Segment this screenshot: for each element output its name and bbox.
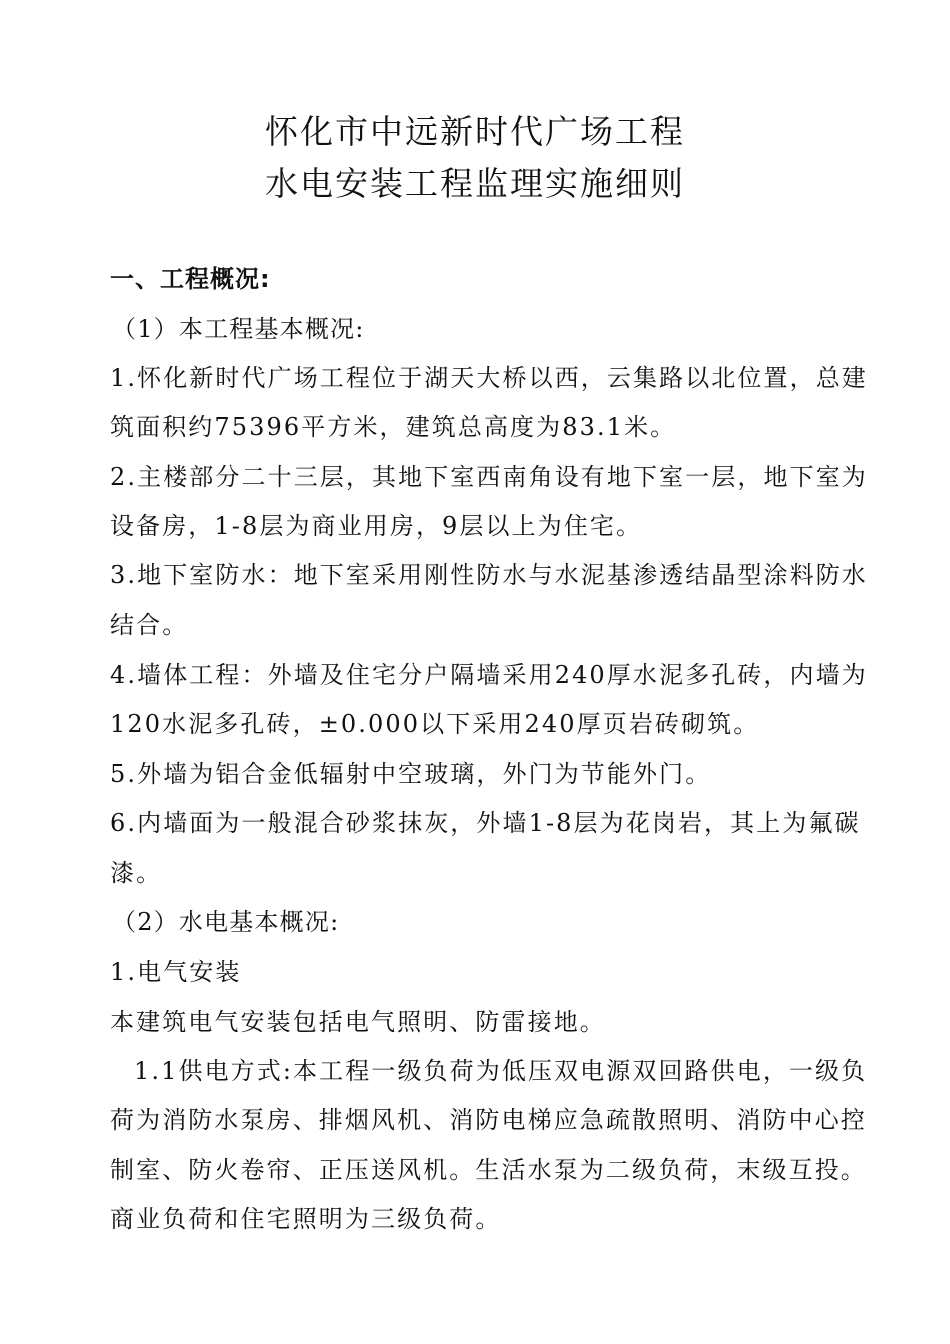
paragraph-line: 120水泥多孔砖，±0.000以下采用240厚页岩砖砌筑。	[110, 710, 760, 738]
paragraph-line: 5.外墙为铝合金低辐射中空玻璃，外门为节能外门。	[110, 760, 712, 788]
section-heading: 一、工程概况:	[110, 265, 271, 293]
paragraph-line: 漆。	[110, 859, 163, 887]
subsection-heading-2: （2）水电基本概况:	[112, 908, 340, 936]
paragraph-line: 3.地下室防水：地下室采用刚性防水与水泥基渗透结晶型涂料防水	[110, 561, 868, 589]
paragraph-line: 筑面积约75396平方米，建筑总高度为83.1米。	[110, 413, 677, 441]
paragraph-line: 2.主楼部分二十三层，其地下室西南角设有地下室一层，地下室为	[110, 463, 868, 491]
document-title-line2: 水电安装工程监理实施细则	[265, 164, 685, 203]
paragraph-line: 4.墙体工程：外墙及住宅分户隔墙采用240厚水泥多孔砖，内墙为	[110, 661, 868, 689]
paragraph-line: 结合。	[110, 611, 189, 639]
paragraph-line: 1.1供电方式:本工程一级负荷为低压双电源双回路供电，一级负	[134, 1057, 868, 1085]
subsection-heading-1: （1）本工程基本概况:	[112, 315, 365, 343]
document-title-line1: 怀化市中远新时代广场工程	[265, 112, 685, 151]
paragraph-line: 制室、防火卷帘、正压送风机。生活水泵为二级负荷，末级互投。	[110, 1156, 867, 1184]
paragraph-line: 1.电气安装	[110, 958, 242, 986]
paragraph-line: 1.怀化新时代广场工程位于湖天大桥以西，云集路以北位置，总建	[110, 364, 868, 392]
paragraph-line: 荷为消防水泵房、排烟风机、消防电梯应急疏散照明、消防中心控	[110, 1106, 867, 1134]
paragraph-line: 6.内墙面为一般混合砂浆抹灰，外墙1-8层为花岗岩，其上为氟碳	[110, 809, 861, 837]
paragraph-line: 设备房，1-8层为商业用房，9层以上为住宅。	[110, 512, 643, 540]
paragraph-line: 本建筑电气安装包括电气照明、防雷接地。	[110, 1008, 606, 1036]
paragraph-line: 商业负荷和住宅照明为三级负荷。	[110, 1205, 502, 1233]
